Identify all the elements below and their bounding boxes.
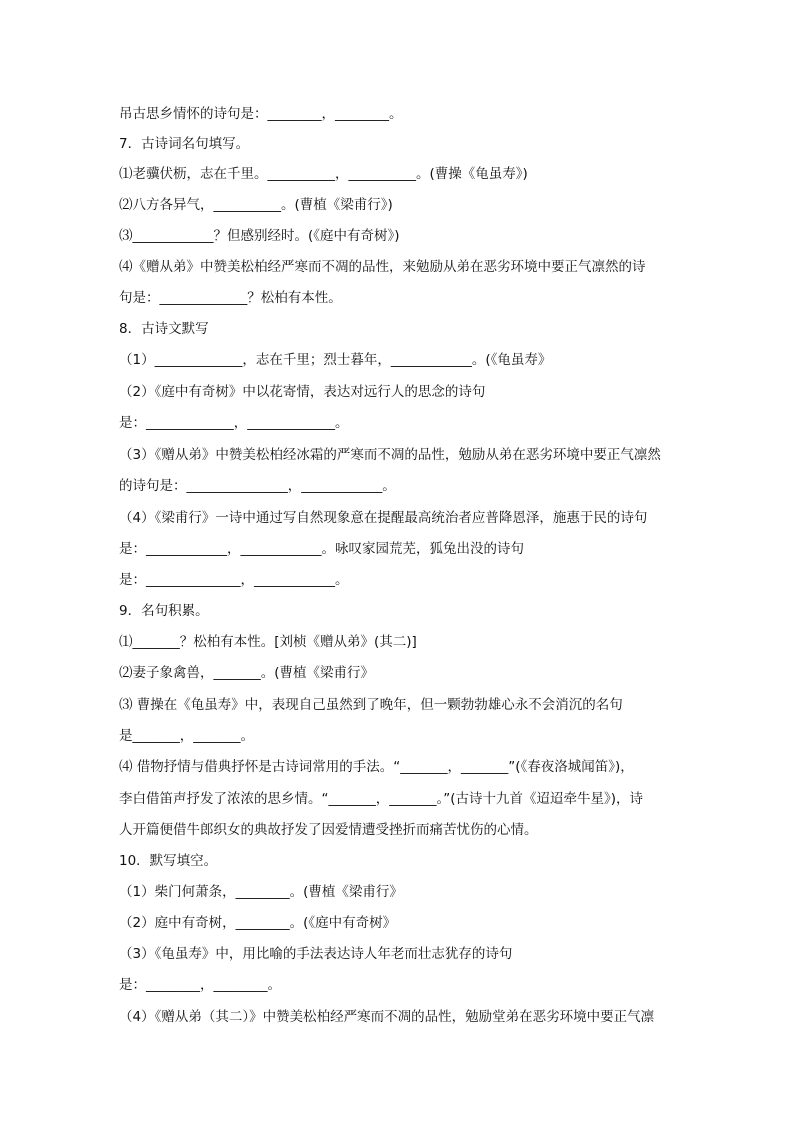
question-line: 是：_____________，_____________。	[119, 415, 349, 431]
question-line: 是：________，________。	[119, 977, 281, 993]
question-line: ⑴老骥伏枥，志在千里。__________，__________。(曹操《龟虽寿》)	[119, 166, 528, 182]
question-line: （1）_____________，志在千里；烈士暮年，____________。(《龟虽寿》	[119, 352, 552, 368]
section-heading-10: 10．默写填空。	[119, 853, 218, 869]
question-line: 句是：_____________？松柏有本性。	[119, 290, 342, 306]
question-line: 是：______________，____________。	[119, 572, 349, 588]
question-line: （2）《庭中有奇树》中以花寄情，表达对远行人的思念的诗句	[119, 384, 486, 400]
question-line: ⑴_______？松柏有本性。[刘桢《赠从弟》(其二)]	[119, 634, 417, 650]
question-line: （2）庭中有奇树，________。(《庭中有奇树》	[119, 915, 397, 931]
question-line: ⑷《赠从弟》中赞美松柏经严寒而不凋的品性，来勉励从弟在恶劣环境中要正气凛然的诗	[119, 259, 646, 275]
question-line: 李白借笛声抒发了浓浓的思乡情。“_______，_______。”(古诗十九首《迢迢牵牛星》)，诗	[119, 791, 644, 807]
text-line: 吊古思乡情怀的诗句是：________，________。	[119, 106, 403, 122]
question-line: ⑶ 曹操在《龟虽寿》中，表现自己虽然到了晚年，但一颗勃勃雄心永不会消沉的名句	[119, 697, 623, 713]
question-line: 的诗句是：_______________，____________。	[119, 478, 396, 494]
question-line: （4）《梁甫行》一诗中通过写自然现象意在提醒最高统治者应普降恩泽，施惠于民的诗句	[119, 510, 648, 526]
section-heading-9: 9．名句积累。	[119, 603, 209, 619]
question-line: ⑷ 借物抒情与借典抒怀是古诗词常用的手法。“_______，_______”(《春夜洛城闻笛》)，	[119, 759, 634, 775]
question-line: ⑶____________？但感别经时。(《庭中有奇树》)	[119, 228, 400, 244]
question-line: 是：____________，____________。咏叹家园荒芜，狐兔出没的诗句	[119, 541, 524, 557]
question-line: （1）柴门何萧条，________。(曹植《梁甫行》	[119, 884, 403, 900]
question-line: 人开篇便借牛郎织女的典故抒发了因爱情遭受挫折而痛苦忧伤的心情。	[119, 822, 538, 838]
question-line: 是_______，_______。	[119, 728, 254, 744]
question-line: ⑵妻子象禽兽，_______。(曹植《梁甫行》	[119, 665, 375, 681]
section-heading-7: 7．古诗词名句填写。	[119, 136, 250, 152]
question-line: （3）《龟虽寿》中，用比喻的手法表达诗人年老而壮志犹存的诗句	[119, 946, 513, 962]
question-line: ⑵八方各异气，__________。(曹植《梁甫行》)	[119, 197, 393, 213]
section-heading-8: 8．古诗文默写	[119, 321, 209, 337]
question-line: （3）《赠从弟》中赞美松柏经冰霜的严寒而不凋的品性，勉励从弟在恶劣环境中要正气凛然	[119, 447, 661, 463]
question-line: （4）《赠从弟（其二）》中赞美松柏经严寒而不凋的品性，勉励堂弟在恶劣环境中要正气凛	[119, 1009, 655, 1025]
